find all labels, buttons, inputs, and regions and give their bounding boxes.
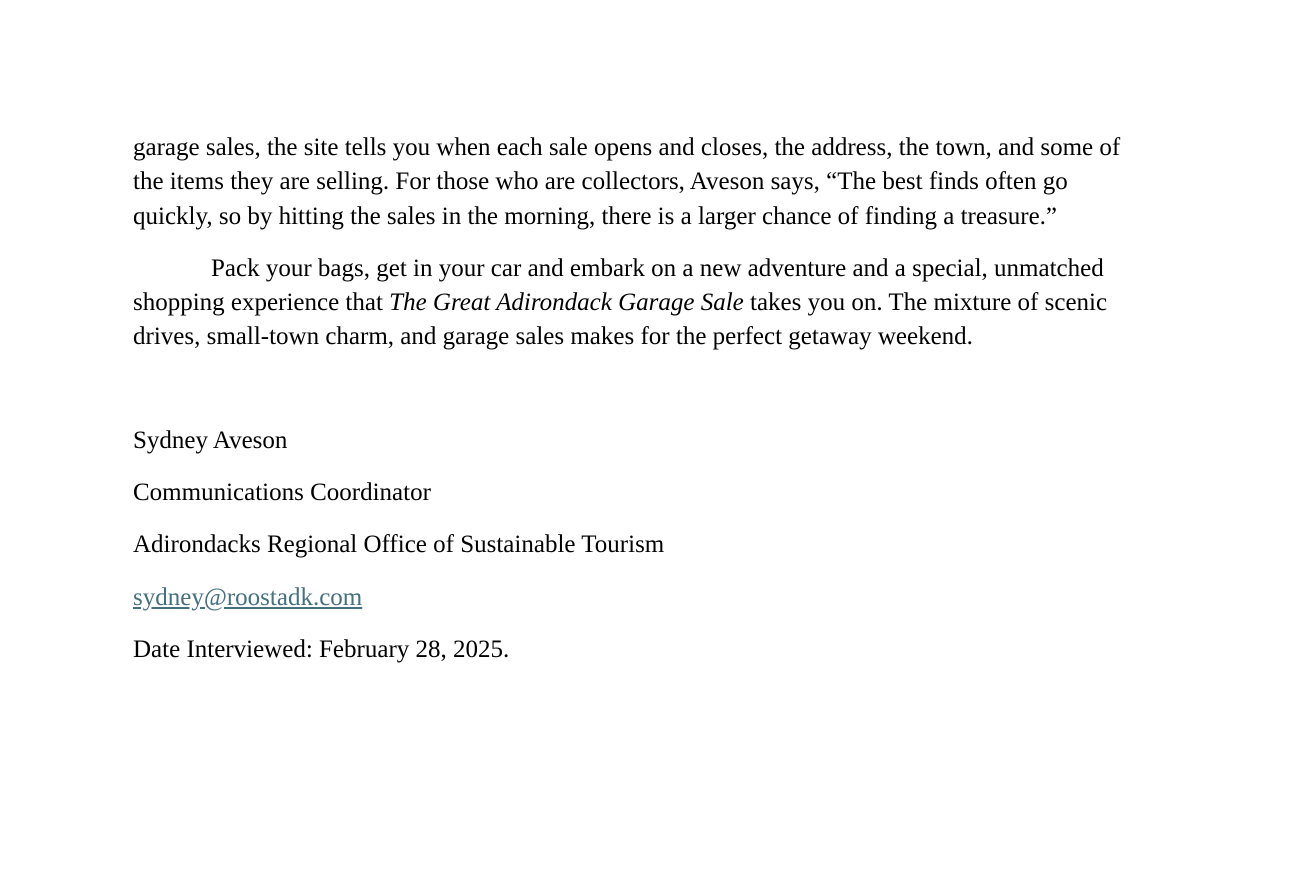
body-paragraph-1: garage sales, the site tells you when each sale opens and closes, the address, the town, and some of the items they are selling. For those who are collectors, Aveson says, “The best finds often go quickly, so by hitting the sales in the morning, there is a larger chance of finding a treasure.” [133, 134, 1121, 230]
paragraph-2-text-after-title: takes you on. The mixture of scenic drives, small-town charm, and garage sales makes for the perfect getaway weekend. [133, 289, 1108, 351]
event-title: The Great Adirondack Garage Sale [389, 289, 744, 317]
body-paragraph-2 [133, 252, 1143, 355]
date-interviewed: Date Interviewed: February 28, 2025. [133, 635, 510, 663]
document-page [133, 131, 1143, 685]
signature-block [133, 424, 1143, 667]
contact-role: Communications Coordinator [133, 479, 431, 507]
contact-organization: Adirondacks Regional Office of Sustainable Tourism [133, 531, 665, 559]
contact-email-link[interactable]: sydney@roostadk.com [133, 583, 363, 611]
contact-name: Sydney Aveson [133, 426, 288, 454]
contact-email-line [133, 581, 1143, 615]
paragraph-2-text-before-title: Pack your bags, get in your car and embark on a new adventure and a special, unmatched shopping experience that [133, 254, 1104, 317]
